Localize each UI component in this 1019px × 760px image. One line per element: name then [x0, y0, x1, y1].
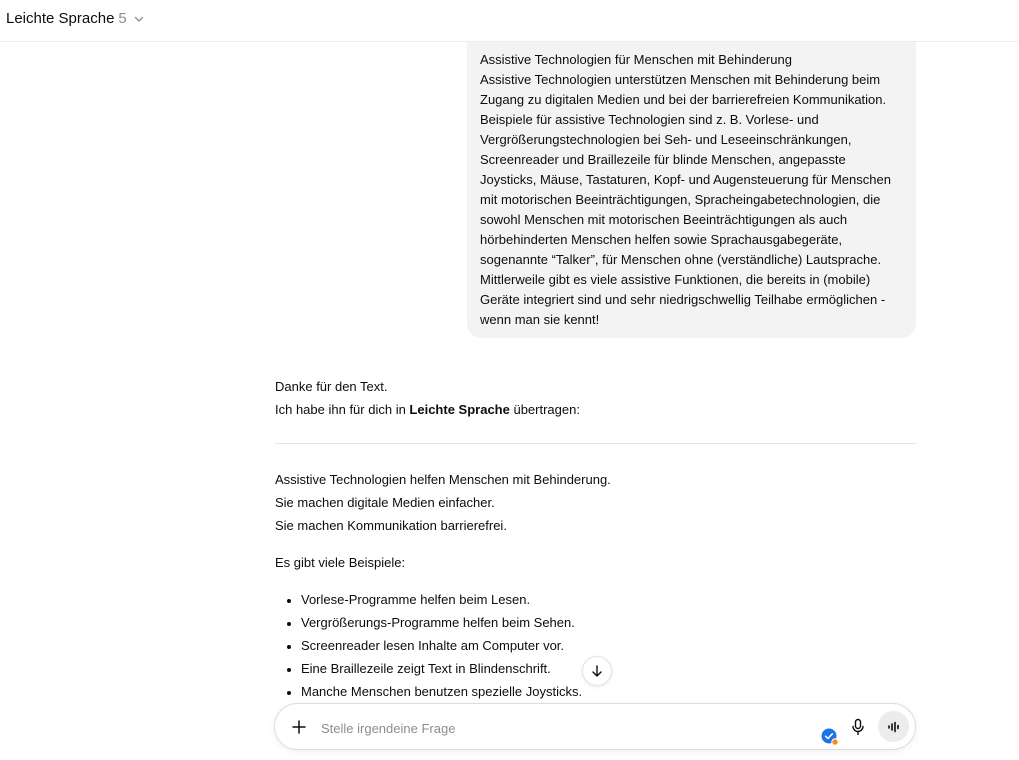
list-item: • Eine Braillezeile zeigt Text in Blindenschrift. [301, 657, 916, 680]
list-item: • Vergrößerungs-Programme helfen beim Sehen. [301, 611, 916, 634]
user-message-line: Zugang zu digitalen Medien und bei der barrierefreien Kommunikation. [480, 92, 887, 107]
user-message-line: Geräte integriert sind und sehr niedrigschwellig Teilhabe ermöglichen - [480, 292, 886, 307]
assistant-intro-line [275, 398, 916, 421]
user-message-line: Mittlerweile gibt es viele assistive Funktionen, die bereits in (mobile) [480, 272, 871, 287]
user-message-line: hörbehinderten Menschen helfen sowie Sprachausgabegeräte, [480, 232, 843, 247]
dictate-button[interactable] [848, 717, 868, 737]
user-message-line: Assistive Technologien unterstützen Menschen mit Behinderung beim [480, 72, 881, 87]
intro-bold-term: Leichte Sprache [409, 402, 510, 417]
user-message-line: Beispiele für assistive Technologien sind z. B. Vorlese- und [480, 112, 819, 127]
list-item: • Manche Menschen benutzen spezielle Joysticks. [301, 680, 916, 703]
chevron-down-icon [133, 13, 145, 25]
paragraph [275, 468, 916, 537]
examples-heading: Es gibt viele Beispiele: [275, 555, 406, 570]
attach-button[interactable] [289, 717, 309, 737]
microphone-icon [850, 718, 866, 736]
user-message-line: Assistive Technologien für Menschen mit Behinderung [480, 52, 792, 67]
paragraph-line: Assistive Technologien helfen Menschen mit Behinderung. [275, 472, 611, 487]
user-message-line: sowohl Menschen mit motorischen Beeinträchtigungen als auch [480, 212, 848, 227]
scroll-to-bottom-button[interactable] [582, 656, 612, 686]
intro-prefix: Ich habe ihn für dich in [275, 402, 410, 417]
user-message-line: wenn man sie kennt! [480, 312, 600, 327]
user-message-line: sogenannte “Talker”, für Menschen ohne (verständliche) Lautsprache. [480, 252, 882, 267]
assistant-message [275, 375, 916, 703]
model-name: Leichte Sprache [6, 10, 115, 27]
prompt-input[interactable] [319, 716, 803, 740]
paragraph-line: Sie machen Kommunikation barrierefrei. [275, 518, 507, 533]
model-picker-button[interactable] [6, 10, 145, 27]
composer [274, 703, 916, 750]
extension-badge-icon[interactable] [821, 728, 839, 746]
intro-suffix: übertragen: [509, 402, 580, 417]
user-message-line: Vergrößerungstechnologien bei Seh- und Leseeinschränkungen, [480, 132, 852, 147]
arrow-down-icon [590, 664, 604, 678]
user-message-line: Joysticks, Mäuse, Tastaturen, Kopf- und Augensteuerung für Menschen [480, 172, 891, 187]
divider [275, 443, 916, 444]
assistant-intro-line: Danke für den Text. [275, 379, 388, 394]
voice-mode-button[interactable] [878, 711, 909, 742]
user-message-bubble [467, 40, 916, 338]
list-item: • Screenreader lesen Inhalte am Computer vor. [301, 634, 916, 657]
list-item: • Vorlese-Programme helfen beim Lesen. [301, 588, 916, 611]
model-version: 5 [118, 10, 127, 27]
top-bar [0, 0, 1019, 42]
user-message-line: mit motorischen Beeinträchtigungen, Spracheingabetechnologien, die [480, 192, 881, 207]
paragraph-line: Sie machen digitale Medien einfacher. [275, 495, 495, 510]
voice-waveform-icon [887, 720, 901, 734]
plus-icon [291, 719, 307, 735]
user-message-line: Screenreader und Braillezeile für blinde Menschen, angepasste [480, 152, 846, 167]
